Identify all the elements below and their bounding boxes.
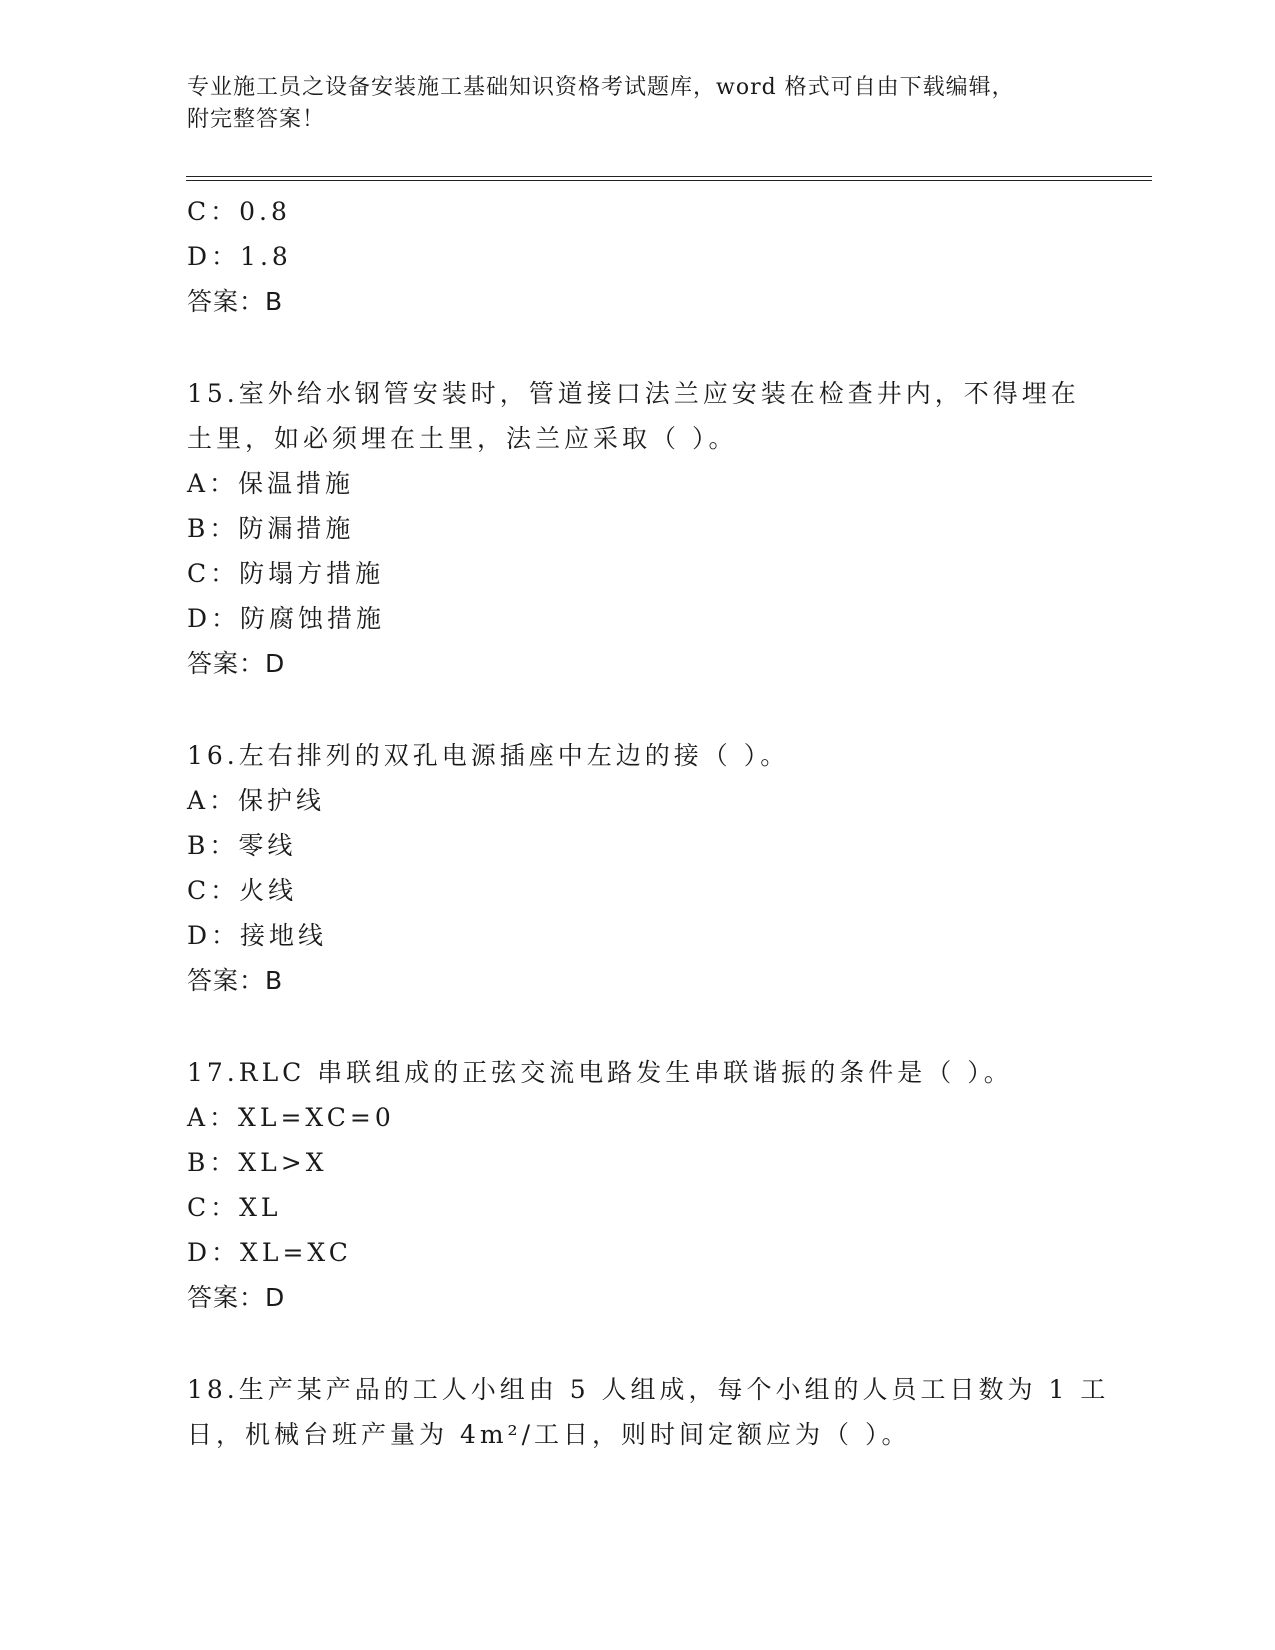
option-d: D：防腐蚀措施 bbox=[187, 604, 386, 633]
header-double-rule bbox=[186, 176, 1152, 181]
option-b: B：防漏措施 bbox=[187, 514, 355, 543]
option-a: A：保护线 bbox=[187, 786, 326, 815]
question-stem: 18.生产某产品的工人小组由 5 人组成，每个小组的人员工日数为 1 工 bbox=[187, 1375, 1110, 1404]
question-stem: 土里，如必须埋在土里，法兰应采取（ ）。 bbox=[187, 424, 738, 453]
option-a: A：保温措施 bbox=[187, 469, 355, 498]
question-16 bbox=[187, 733, 1087, 1003]
header-title-line1: 专业施工员之设备安装施工基础知识资格考试题库，word 格式可自由下载编辑， bbox=[187, 75, 1015, 100]
answer: 答案：D bbox=[187, 649, 286, 678]
question-stem: 日，机械台班产量为 4m²/工日，则时间定额应为（ ）。 bbox=[187, 1420, 911, 1449]
option-b: B：XL>X bbox=[187, 1148, 328, 1177]
question-18 bbox=[187, 1367, 1110, 1457]
option-c: C：XL bbox=[187, 1193, 282, 1222]
prev-answer: 答案：B bbox=[187, 287, 284, 316]
prev-option-c: C：0.8 bbox=[187, 197, 291, 226]
question-stem: 17.RLC 串联组成的正弦交流电路发生串联谐振的条件是（ ）。 bbox=[187, 1058, 1013, 1087]
prev-option-d: D：1.8 bbox=[187, 242, 292, 271]
answer: 答案：B bbox=[187, 966, 284, 995]
option-c: C：防塌方措施 bbox=[187, 559, 385, 588]
question-list bbox=[187, 189, 1110, 1457]
answer: 答案：D bbox=[187, 1283, 286, 1312]
option-c: C：火线 bbox=[187, 876, 298, 905]
option-d: D：接地线 bbox=[187, 921, 328, 950]
option-d: D：XL=XC bbox=[187, 1238, 352, 1267]
option-a: A：XL=XC=0 bbox=[187, 1103, 395, 1132]
spacer bbox=[187, 1003, 1087, 1050]
option-b: B：零线 bbox=[187, 831, 297, 860]
spacer bbox=[187, 324, 1087, 371]
question-stem: 15.室外给水钢管安装时，管道接口法兰应安装在检查井内，不得埋在 bbox=[187, 379, 1080, 408]
spacer bbox=[187, 686, 1087, 733]
header-title-line2: 附完整答案！ bbox=[187, 107, 326, 132]
question-stem: 16.左右排列的双孔电源插座中左边的接（ ）。 bbox=[187, 741, 790, 770]
page-header bbox=[187, 72, 1087, 136]
spacer bbox=[187, 1320, 1087, 1367]
question-17 bbox=[187, 1050, 1087, 1320]
question-15 bbox=[187, 371, 1087, 686]
